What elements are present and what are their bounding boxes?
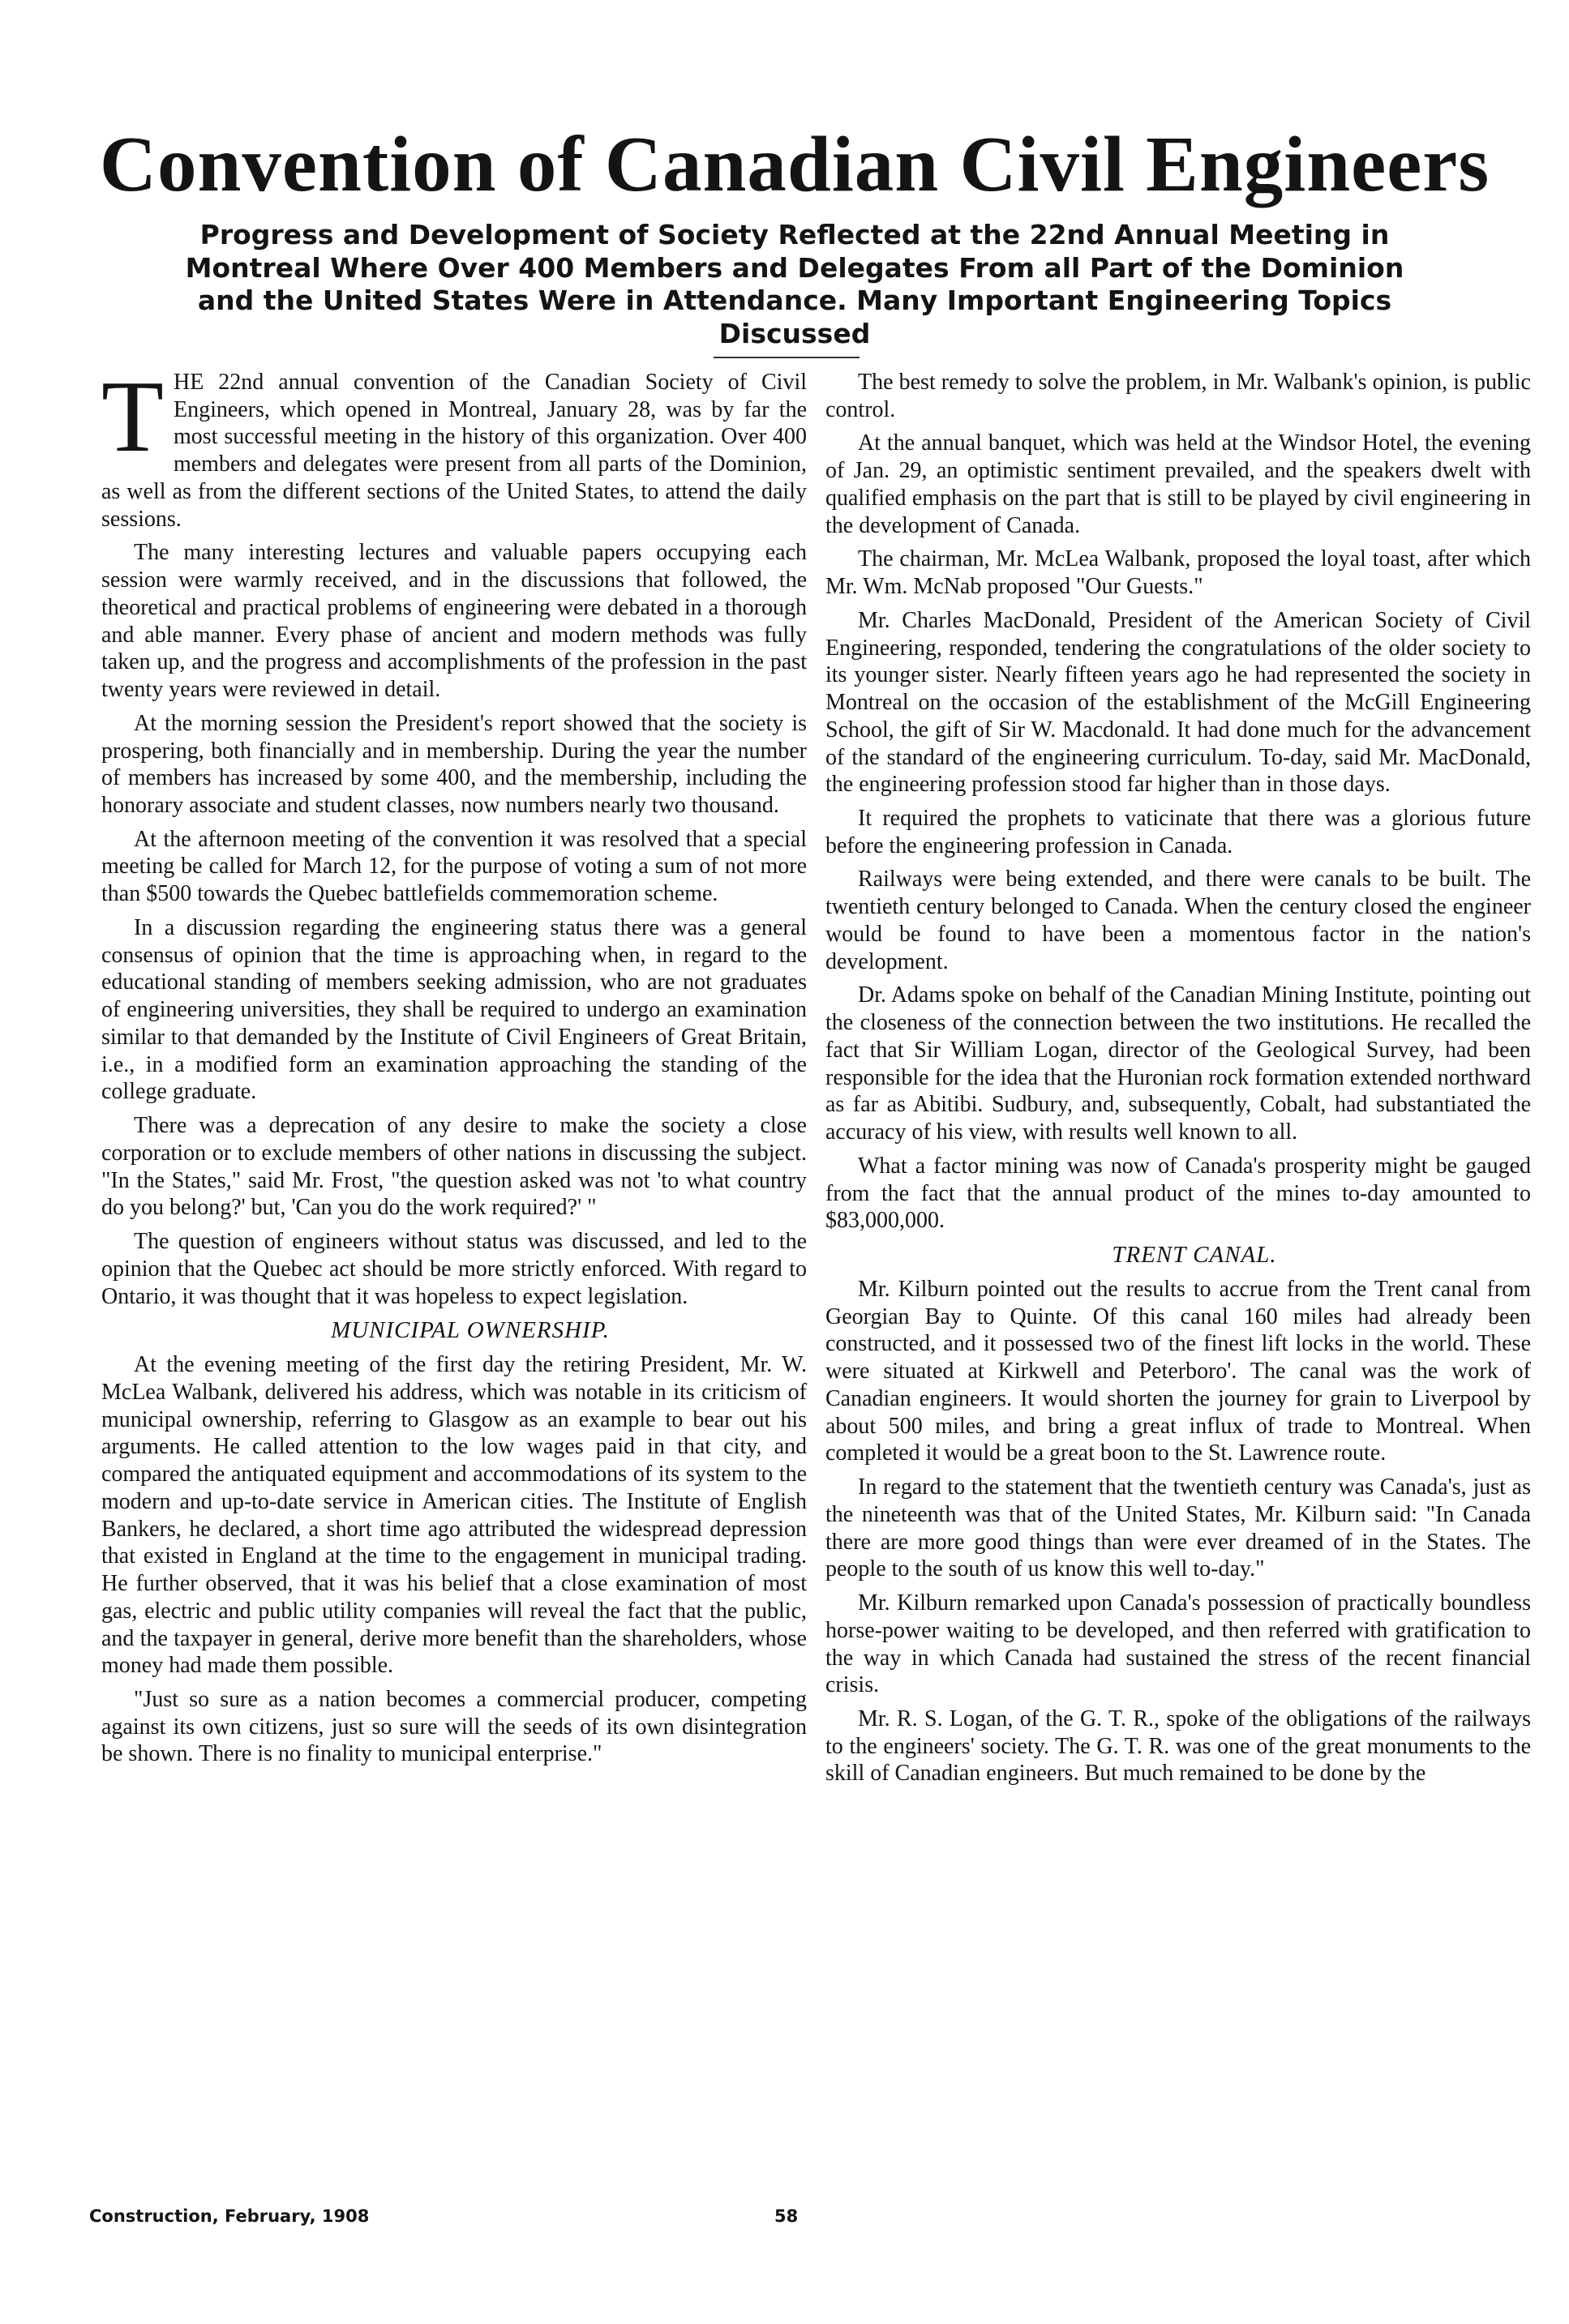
- section-heading-municipal: MUNICIPAL OWNERSHIP.: [331, 1317, 610, 1344]
- paragraph: In a discussion regarding the engineering status there was a general consensus of opinion that the time is approaching when, in regard to the educational standing of members seeking admission, who are not graduates of engineering universities, they shall be required to undergo an examination similar to that demanded by the Institute of Civil Engineers of Great Britain, i.e., in a modified form an examination approaching the standing of the college graduate.: [101, 914, 807, 1105]
- paragraph: The many interesting lectures and valuable papers occupying each session were warmly received, and in the discussions that followed, the theoretical and practical problems of engineering were debated in a thorough and able manner. Every phase of ancient and modern methods was fully taken up, and the progress and accomplishments of the profession in the past twenty years were reviewed in detail.: [101, 540, 807, 703]
- paragraph: At the annual banquet, which was held at the Windsor Hotel, the evening of Jan. 29, an optimistic sentiment prevailed, and the speakers dwelt with qualified emphasis on the part that is still to be played by civil engineering in the development of Canada.: [825, 430, 1531, 538]
- paragraph: Mr. Kilburn remarked upon Canada's possession of practically boundless horse-power waiting to be developed, and then referred with gratification to the way in which Canada had sustained the stress of the recent financial crisis.: [825, 1590, 1531, 1698]
- paragraph: At the morning session the President's report showed that the society is prospering, both financially and in membership. During the year the number of members has increased by some 400, and the membership, including the honorary associate and student classes, now numbers nearly two thousand.: [101, 710, 807, 819]
- paragraph: Railways were being extended, and there were canals to be built. The twentieth century belonged to Canada. When the century closed the engineer would be found to have been a momentous factor in the nation's development.: [825, 867, 1531, 974]
- paragraph: Dr. Adams spoke on behalf of the Canadian Mining Institute, pointing out the closeness of the connection between the two institutions. He recalled the fact that Sir William Logan, director of the Geological Survey, had been responsible for the idea that the Huronian rock formation extended northward as far as Abitibi. Sudbury, and, subsequently, Cobalt, had substantiated the accuracy of his view, with results well known to all.: [825, 982, 1531, 1145]
- right-column: [825, 369, 1531, 2189]
- paragraph: The chairman, Mr. McLea Walbank, proposed the loyal toast, after which Mr. Wm. McNab proposed "Our Guests.": [825, 546, 1531, 600]
- footer-publication: Construction, February, 1908: [89, 2206, 370, 2226]
- article-subtitle: Progress and Development of Society Reflected at the 22nd Annual Meeting in Montreal Where Over 400 Members and Delegates From all Part of the Dominion and the United States Were in Attendance. Many Important Engineering Topics Discussed: [185, 219, 1404, 349]
- paragraph-text: HE 22nd annual convention of the Canadian Society of Civil Engineers, which opened in Montreal, January 28, was by far the most successful meeting in the history of this organization. Over 400 members and delegates were present from all parts of the Dominion, as well as from the different sections of the United States, to attend the daily sessions.: [101, 370, 807, 532]
- paragraph: Mr. R. S. Logan, of the G. T. R., spoke of the obligations of the railways to the engineers' society. The G. T. R. was one of the great monuments to the skill of Canadian engineers. But much remained to be done by the: [825, 1706, 1531, 1787]
- paragraph: Mr. Kilburn pointed out the results to accrue from the Trent canal from Georgian Bay to Quinte. Of this canal 160 miles had already been constructed, and it possessed two of the finest lift locks in the world. These were situated at Kirkwell and Peterboro'. The canal was the work of Canadian engineers. It would shorten the journey for grain to Liverpool by about 500 miles, and bring a great influx of trade to Montreal. When completed it would be a great boon to the St. Lawrence route.: [825, 1276, 1531, 1466]
- title-divider: [714, 357, 860, 358]
- drop-cap: T: [101, 369, 164, 473]
- page-number: 58: [774, 2206, 799, 2226]
- paragraph: At the evening meeting of the first day the retiring President, Mr. W. McLea Walbank, delivered his address, which was notable in its criticism of municipal ownership, referring to Glasgow as an example to bear out his arguments. He called attention to the low wages paid in that city, and compared the antiquated equipment and accommodations of its system to the modern and up-to-date service in American cities. The Institute of English Bankers, he declared, a short time ago attributed the widespread depression that existed in England at the time to the engagement in municipal trading. He further observed, that it was his belief that a close examination of most gas, electric and public utility companies will reveal the fact that the public, and the taxpayer in general, derive more benefit than the shareholders, whose money had made them possible.: [101, 1352, 807, 1679]
- section-heading-trent: TRENT CANAL.: [1112, 1242, 1277, 1269]
- article-title: Convention of Canadian Civil Engineers: [99, 121, 1490, 208]
- paragraph: The question of engineers without status was discussed, and led to the opinion that the Quebec act should be more strictly enforced. With regard to Ontario, it was thought that it was hopeless to expect legislation.: [101, 1229, 807, 1309]
- paragraph: In regard to the statement that the twentieth century was Canada's, just as the nineteenth was that of the United States, Mr. Kilburn said: "In Canada there are more good things than were ever dreamed of in the States. The people to the south of us know this well to-day.": [825, 1474, 1531, 1582]
- left-column: [101, 369, 807, 2189]
- paragraph: The best remedy to solve the problem, in Mr. Walbank's opinion, is public control.: [825, 370, 1531, 422]
- paragraph: [101, 369, 807, 533]
- paragraph: "Just so sure as a nation becomes a commercial producer, competing against its own citizens, just so sure will the seeds of its own disintegration be shown. There is no finality to municipal enterprise.": [101, 1686, 807, 1767]
- paragraph: Mr. Charles MacDonald, President of the American Society of Civil Engineering, responded, tendering the congratulations of the older society to its younger sister. Nearly fifteen years ago he had represented the society in Montreal on the occasion of the establishment of the McGill Engineering School, the gift of Sir W. Macdonald. It had done much for the advancement of the standard of the engineering curriculum. To-day, said Mr. MacDonald, the engineering profession stood far higher than in those days.: [825, 607, 1531, 798]
- paragraph: There was a deprecation of any desire to make the society a close corporation or to exclude members of other nations in discussing the subject. "In the States," said Mr. Frost, "the question asked was not 'to what country do you belong?' but, 'Can you do the work required?' ": [101, 1113, 807, 1221]
- paragraph: At the afternoon meeting of the convention it was resolved that a special meeting be called for March 12, for the purpose of voting a sum of not more than $500 towards the Quebec battlefields commemoration scheme.: [101, 826, 807, 907]
- paragraph: It required the prophets to vaticinate that there was a glorious future before the engineering profession in Canada.: [825, 806, 1531, 858]
- paragraph: What a factor mining was now of Canada's prosperity might be gauged from the fact that the annual product of the mines to-day amounted to $83,000,000.: [825, 1153, 1531, 1234]
